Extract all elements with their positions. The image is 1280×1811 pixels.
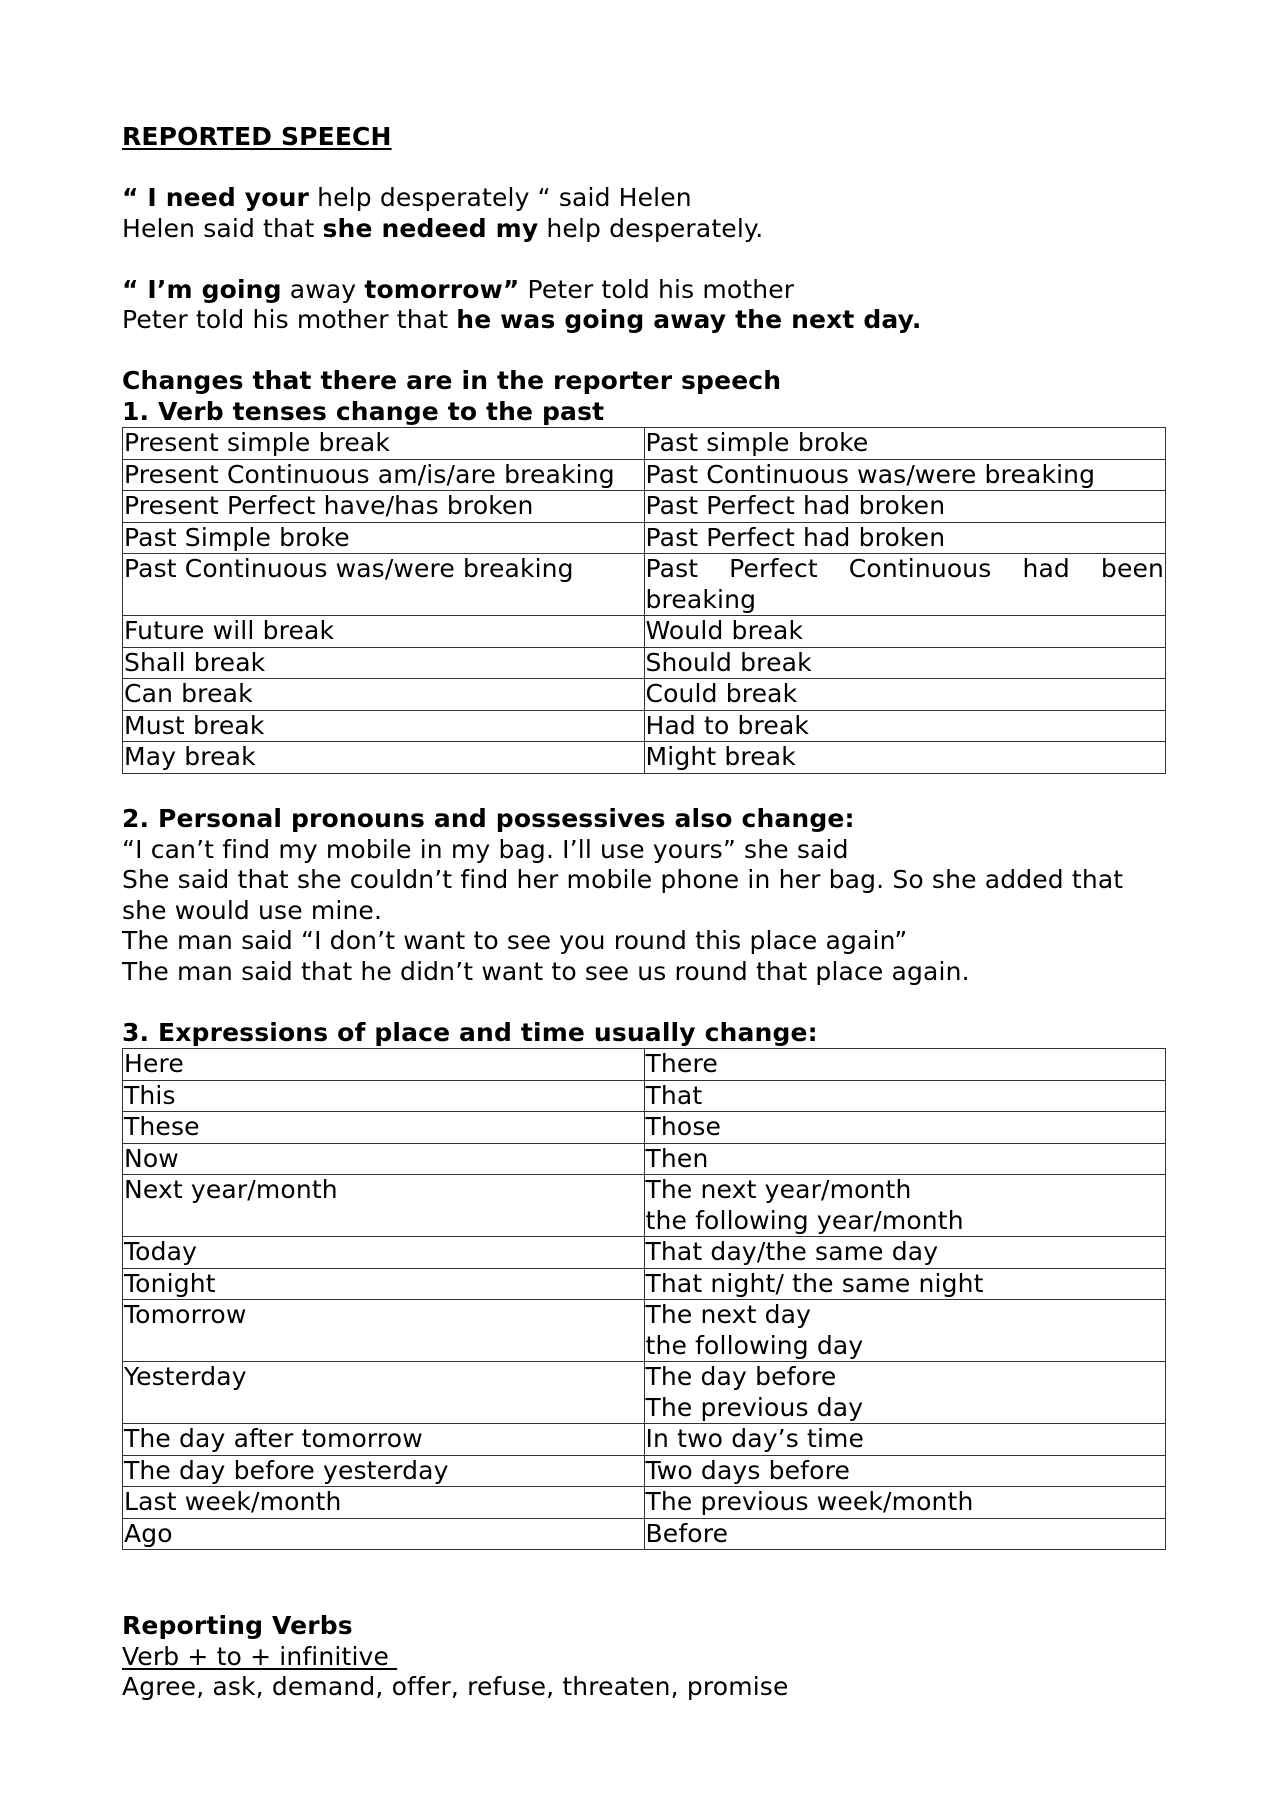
place-time-reported-line: In two day’s time [645,1424,865,1453]
place-time-reported-cell [644,1143,1166,1175]
place-time-row [123,1175,1166,1237]
place-time-reported-line: That night/ the same night [645,1268,984,1298]
place-time-row [123,1487,1166,1519]
example2-direct-bold1: “ I’m going [122,274,282,304]
place-time-direct-cell: Yesterday [123,1362,645,1424]
tense-direct-cell: Must break [123,710,645,742]
tense-reported-cell: Past Continuous was/were breaking [644,459,1166,491]
section1-heading: 1. Verb tenses change to the past [122,396,605,426]
place-time-direct-cell: The day before yesterday [123,1455,645,1487]
place-time-reported-cell [644,1362,1166,1424]
place-time-row [123,1237,1166,1269]
place-time-reported-cell [644,1080,1166,1112]
place-time-reported-line: Two days before [645,1455,850,1485]
tense-reported-cell: Past simple broke [644,428,1166,460]
example2-reported-bold: he was going away the next day. [456,305,922,334]
tense-reported-cell: Might break [644,742,1166,774]
tense-direct-cell: Past Continuous was/were breaking [123,554,645,616]
place-time-reported-cell [644,1300,1166,1362]
tense-direct-cell: Present Perfect have/has broken [123,491,645,523]
place-time-direct-cell: Next year/month [123,1175,645,1237]
place-time-direct-cell: Tomorrow [123,1300,645,1362]
example1-reported [122,214,1166,245]
example1-reported-post: help desperately. [538,213,764,243]
tense-row [123,742,1166,774]
tense-row [123,459,1166,491]
example1-direct [122,183,1166,214]
place-time-reported-cell [644,1268,1166,1300]
place-time-reported-line: The next day [645,1300,812,1329]
spacer [122,153,1166,184]
place-time-reported-line: Then [645,1143,709,1173]
example2-reported-pre: Peter told his mother that [122,305,457,334]
example2-direct-mid: away [281,274,365,304]
place-time-row [123,1424,1166,1456]
spacer [122,774,1166,805]
tense-reported-cell: Past Perfect Continuous had been breaking [645,554,1164,614]
place-time-reported-line: Before [645,1518,729,1548]
place-time-reported-line: The previous day [645,1392,864,1422]
place-time-row [123,1080,1166,1112]
document-page [122,122,1166,1703]
pronoun-example-line: The man said “I don’t want to see you round this place again” [122,926,908,955]
spacer [122,336,1166,367]
place-time-reported-cell [644,1049,1166,1081]
place-time-reported-cell [644,1237,1166,1269]
place-time-reported-cell [644,1455,1166,1487]
place-time-row [123,1300,1166,1362]
place-time-table [122,1048,1166,1550]
place-time-direct-cell: Tonight [123,1268,645,1300]
place-time-reported-line: That day/the same day [645,1237,939,1266]
example1-reported-pre: Helen said that [122,213,323,243]
place-time-reported-line: the following day [645,1330,864,1360]
pronoun-example-line: The man said that he didn’t want to see us round that place again. [122,956,970,986]
place-time-reported-cell [644,1487,1166,1519]
place-time-row [123,1455,1166,1487]
tense-row [123,522,1166,554]
verb-tenses-table [122,427,1166,774]
tense-reported-cell: Could break [644,679,1166,711]
place-time-row [123,1362,1166,1424]
place-time-row [123,1268,1166,1300]
tense-direct-cell: Shall break [123,647,645,679]
place-time-reported-line: The day before [645,1362,837,1391]
changes-heading: Changes that there are in the reporter speech [122,366,782,395]
place-time-reported-cell [644,1424,1166,1456]
place-time-reported-cell [644,1175,1166,1237]
place-time-reported-cell [644,1518,1166,1550]
place-time-reported-line: The next year/month [645,1175,912,1204]
tense-direct-cell: Present simple break [123,428,645,460]
tense-direct-cell: Present Continuous am/is/are breaking [123,459,645,491]
example2-reported [122,305,1166,336]
example2-direct [122,275,1166,306]
tense-row [123,679,1166,711]
place-time-direct-cell: Here [123,1049,645,1081]
document-title: REPORTED SPEECH [122,122,392,151]
place-time-reported-line: There [645,1049,718,1078]
section2-heading: 2. Personal pronouns and possessives also change: [122,804,855,833]
place-time-direct-cell: Last week/month [123,1487,645,1519]
spacer [122,987,1166,1018]
reporting-verbs-list: Agree, ask, demand, offer, refuse, threaten, promise [122,1672,789,1701]
spacer [122,244,1166,275]
spacer [122,1581,1166,1612]
place-time-direct-cell: Today [123,1237,645,1269]
place-time-reported-line: Those [645,1112,722,1141]
tense-reported-cell: Should break [644,647,1166,679]
place-time-direct-cell: These [123,1112,645,1144]
pronoun-example-line: “I can’t find my mobile in my bag. I’ll use yours” she said [122,834,849,864]
place-time-reported-line: The previous week/month [645,1487,974,1516]
pronoun-example-line: She said that she couldn’t find her mobile phone in her bag. So she added that she would use mine. [122,865,1124,925]
tense-row [123,554,1166,616]
tense-reported-cell: Past Perfect had broken [644,491,1166,523]
tense-direct-cell: Future will break [123,616,645,648]
place-time-direct-cell: Now [123,1143,645,1175]
tense-reported-cell: Would break [644,616,1166,648]
reporting-verbs-subheading: Verb + to + infinitive [122,1641,398,1671]
tense-direct-cell: May break [123,742,645,774]
tense-row [123,710,1166,742]
example1-direct-bold: “ I need your [122,183,309,212]
tense-row [123,428,1166,460]
tense-row [123,647,1166,679]
reporting-verbs-heading: Reporting Verbs [122,1611,353,1640]
example1-reported-bold: she nedeed my [322,213,539,243]
spacer [122,1550,1166,1581]
section3-heading: 3. Expressions of place and time usually change: [122,1017,818,1047]
place-time-reported-line: That [645,1080,703,1110]
place-time-row [123,1143,1166,1175]
tense-row [123,491,1166,523]
place-time-direct-cell: This [123,1080,645,1112]
tense-reported-cell: Past Perfect had broken [644,522,1166,554]
place-time-row [123,1049,1166,1081]
place-time-row [123,1112,1166,1144]
tense-direct-cell: Past Simple broke [123,522,645,554]
place-time-reported-line: the following year/month [645,1205,964,1235]
tense-row [123,616,1166,648]
example2-direct-bold2: tomorrow” [364,274,520,304]
example2-direct-post: Peter told his mother [519,274,795,304]
place-time-reported-cell [644,1112,1166,1144]
example1-direct-text: help desperately “ said Helen [309,183,692,212]
place-time-direct-cell: The day after tomorrow [123,1424,645,1456]
place-time-row [123,1518,1166,1550]
place-time-direct-cell: Ago [123,1518,645,1550]
tense-direct-cell: Can break [123,679,645,711]
tense-reported-cell: Had to break [644,710,1166,742]
